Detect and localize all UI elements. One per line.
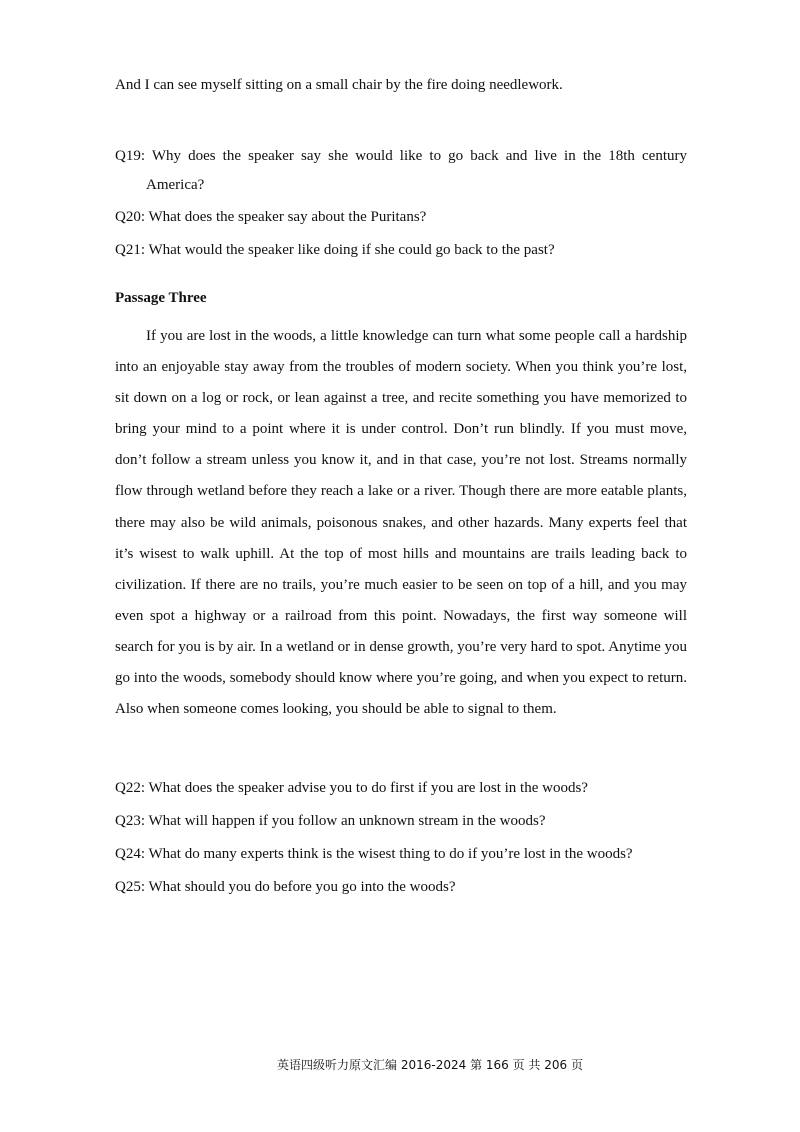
page-footer: 英语四级听力原文汇编 2016-2024 第 166 页 共 206 页 (277, 1058, 583, 1072)
passage-body: If you are lost in the woods, a little knowledge can turn what some people call a hardship into an enjoyable stay away from the troubles of modern society. When you think you’re lost, sit down on a log or rock, or lean against a tree, and recite something you have memorized to bring your mind to a point where it is under control. Don’t run blindly. If you must move, don’t follow a stream unless you know it, and in that case, you’re not lost. Streams normally flow through wetland before they reach a lake or a river. Though there are more eatable plants, there may also be wild animals, poisonous snakes, and other hazards. Many experts feel that it’s wisest to walk uphill. At the top of most hills and mountains are trails leading back to civilization. If there are no trails, you’re much easier to be seen on top of a hill, and you may even spot a highway or a railroad from this point. Nowadays, the first way someone will search for you is by air. In a wetland or in dense growth, you’re very hard to spot. Anytime you go into the woods, somebody should know where you’re going, and when you expect to return. Also when someone comes looking, you should be able to signal to them. (115, 328, 687, 718)
question-22: Q22: What does the speaker advise you to do first if you are lost in the woods? (115, 780, 588, 796)
passage-heading: Passage Three (115, 290, 207, 306)
intro-line: And I can see myself sitting on a small chair by the fire doing needlework. (115, 77, 563, 93)
question-24: Q24: What do many experts think is the wisest thing to do if you’re lost in the woods? (115, 846, 633, 862)
question-25: Q25: What should you do before you go into the woods? (115, 879, 456, 895)
question-19 (115, 141, 687, 172)
question-20: Q20: What does the speaker say about the Puritans? (115, 209, 427, 225)
question-23: Q23: What will happen if you follow an unknown stream in the woods? (115, 813, 546, 829)
question-19-line1: Q19: Why does the speaker say she would like to go back and live in the 18th century (115, 148, 687, 164)
question-19-line2: America? (146, 177, 205, 193)
question-21: Q21: What would the speaker like doing if she could go back to the past? (115, 242, 555, 258)
